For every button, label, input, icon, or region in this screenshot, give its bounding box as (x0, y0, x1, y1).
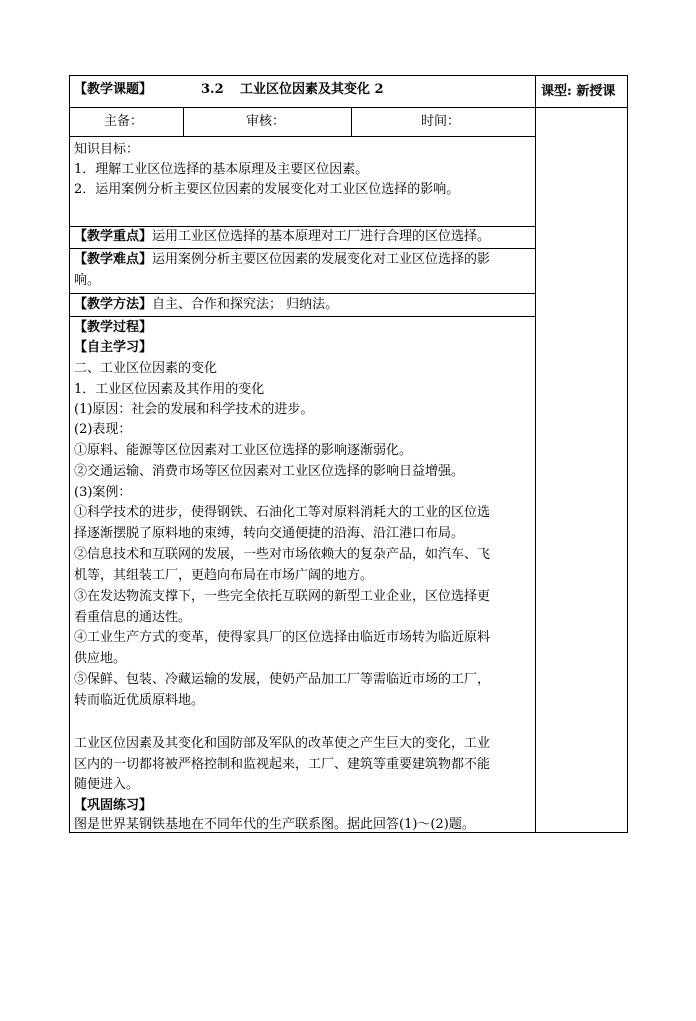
self-study-label: 【自主学习】 (74, 340, 153, 355)
practice-text: 图是世界某钢铁基地在不同年代的生产联系图。据此回答(1)～(2)题。 (74, 817, 475, 832)
process-line: 供应地。 (74, 651, 127, 666)
row-divider-keypoint-bottom (69, 248, 536, 249)
lesson-label: 【教学课题】 (74, 82, 153, 97)
difficulty-text-cont: 响。 (74, 273, 101, 288)
process-line: ④工业生产方式的变革，使得家具厂的区位选择由临近市场转为临近原料 (74, 630, 491, 645)
lesson-title: 工业区位因素及其变化 2 (240, 82, 384, 97)
key-point-text: 运用工业区位选择的基本原理对工厂进行合理的区位选择。 (152, 229, 491, 244)
process-line: 二、工业区位因素的变化 (74, 361, 218, 376)
difficulty-row (74, 250, 490, 270)
process-line: 转而临近优质原料地。 (74, 693, 205, 708)
process-line: ⑤保鲜、包装、冷藏运输的发展，使奶产品加工厂等需临近市场的工厂， (74, 672, 491, 687)
process-line: 看重信息的通达性。 (74, 610, 192, 625)
row-divider-roles-bottom (69, 136, 536, 137)
lead-author-label: 主备： (104, 114, 144, 129)
row-divider-difficulty-bottom (69, 293, 536, 294)
practice-label: 【巩固练习】 (74, 798, 153, 813)
column-divider-roles-1 (183, 107, 184, 137)
note-line: 工业区位因素及其变化和国防部及军队的改革使之产生巨大的变化，工业 (74, 736, 491, 751)
difficulty-text: 运用案例分析主要区位因素的发展变化对工业区位选择的影 (152, 252, 491, 267)
reviewer-label: 审核： (246, 114, 286, 129)
method-text: 自主、合作和探究法； 归纳法。 (152, 297, 339, 312)
process-line: ②信息技术和互联网的发展，一些对市场依赖大的复杂产品，如汽车、飞 (74, 547, 491, 562)
objective-item: 2．运用案例分析主要区位因素的发展变化对工业区位选择的影响。 (74, 182, 460, 197)
table-left-border (69, 75, 70, 833)
process-line: (3)案例： (74, 485, 132, 500)
process-line: ②交通运输、消费市场等区位因素对工业区位选择的影响日益增强。 (74, 464, 465, 479)
column-divider-main (535, 75, 536, 833)
process-line: (1)原因：社会的发展和科学技术的进步。 (74, 402, 314, 417)
lesson-number: 3.2 (201, 82, 224, 97)
row-divider-method-bottom (69, 316, 536, 317)
time-label: 时间： (421, 114, 461, 129)
difficulty-label: 【教学难点】 (74, 252, 153, 267)
process-label: 【教学过程】 (74, 320, 153, 335)
table-right-border (627, 75, 628, 833)
key-point-label: 【教学重点】 (74, 229, 153, 244)
objective-item: 1．理解工业区位选择的基本原理及主要区位因素。 (74, 162, 369, 177)
process-line: ①原料、能源等区位因素对工业区位选择的影响逐渐弱化。 (74, 443, 413, 458)
objectives-heading: 知识目标： (74, 142, 140, 157)
process-line: 机等，其组装工厂，更趋向布局在市场广阔的地方。 (74, 568, 374, 583)
note-line: 随便进入。 (74, 777, 140, 792)
method-label: 【教学方法】 (74, 297, 153, 312)
process-line: 1．工业区位因素及其作用的变化 (74, 382, 265, 397)
key-point-row (74, 227, 490, 247)
process-line: ③在发达物流支撑下，一些完全依托互联网的新型工业企业，区位选择更 (74, 589, 491, 604)
row-divider-roles-top (69, 107, 628, 108)
note-line: 区内的一切都将被严格控制和监视起来，工厂、建筑等重要建筑物都不能 (74, 757, 491, 772)
method-row (74, 295, 338, 315)
process-line: 择逐渐摆脱了原料地的束缚，转向交通便捷的沿海、沿江港口布局。 (74, 526, 465, 541)
column-divider-roles-2 (351, 107, 352, 137)
process-line: (2)表现： (74, 422, 132, 437)
course-type: 课型: 新授课 (541, 84, 616, 99)
table-top-border (69, 75, 628, 76)
process-line: ①科学技术的进步，使得钢铁、石油化工等对原料消耗大的工业的区位选 (74, 505, 491, 520)
